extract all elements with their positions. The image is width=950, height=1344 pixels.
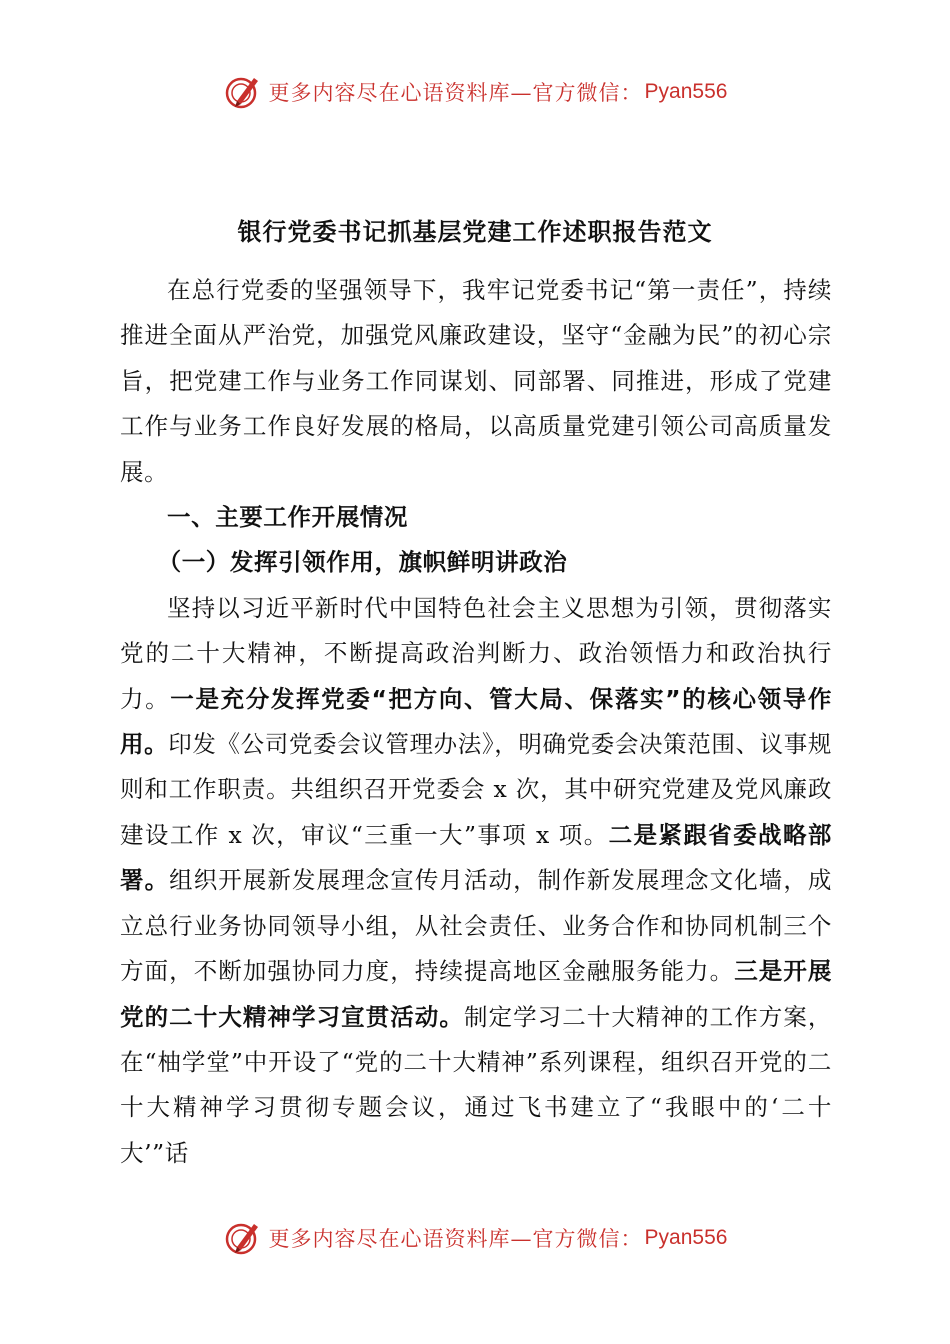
bold-key-point: 二是紧跟省委战略部署。 bbox=[120, 820, 832, 895]
paragraph-text: 制定学习二十大精神的工作方案，在“柚学堂”中开设了“党的二十大精神”系列课程，组织召开党的二十大精神学习贯彻专题会议，通过飞书建立了“我眼中的‘二十大’”话 bbox=[120, 1002, 832, 1167]
bold-key-point: 一是充分发挥党委“把方向、管大局、保落实”的核心领导作用。 bbox=[120, 684, 833, 759]
pen-logo-icon bbox=[223, 72, 263, 112]
watermark-banner-top bbox=[0, 68, 950, 116]
paragraph-text: 组织开展新发展理念宣传月活动，制作新发展理念文化墙，成立总行业务协同领导小组，从社会责任、业务合作和协同机制三个方面，不断加强协同力度，持续提高地区金融服务能力。 bbox=[120, 866, 832, 986]
section-heading: 一、主要工作开展情况 bbox=[167, 503, 408, 532]
pen-logo-icon bbox=[223, 1218, 263, 1258]
bold-key-point: 三是开展党的二十大精神学习宣贯活动。 bbox=[120, 957, 833, 1031]
paragraph-text: 印发《公司党委会议管理办法》，明确党委会决策范围、议事规则和工作职责。共组织召开党委会 x 次，其中研究党建及党风廉政建设工作 x 次，审议“三重一大”事项 x 项。 bbox=[120, 730, 832, 849]
body-paragraph bbox=[120, 586, 832, 1176]
document-title: 银行党委书记抓基层党建工作述职报告范文 bbox=[237, 218, 713, 246]
watermark-banner-bottom bbox=[0, 1214, 950, 1262]
document-body bbox=[120, 268, 832, 1176]
subsection-heading: （一）发挥引领作用，旗帜鲜明讲政治 bbox=[157, 548, 568, 577]
banner-text: 更多内容尽在心语资料库—官方微信： bbox=[268, 81, 643, 105]
banner-text: 更多内容尽在心语资料库—官方微信： bbox=[268, 1227, 643, 1251]
paragraph-text: 坚持以习近平新时代中国特色社会主义思想为引领，贯彻落实党的二十大精神，不断提高政治判断力、政治领悟力和政治执行力。 bbox=[120, 593, 832, 713]
intro-paragraph: 在总行党委的坚强领导下，我牢记党委书记“第一责任”，持续推进全面从严治党，加强党风廉政建设，坚守“金融为民”的初心宗旨，把党建工作与业务工作同谋划、同部署、同推进，形成了党建工作与业务工作良好发展的格局，以高质量党建引领公司高质量发展。 bbox=[120, 276, 832, 486]
banner-wechat-id: Pyan556 bbox=[644, 80, 728, 103]
banner-wechat-id: Pyan556 bbox=[644, 1226, 728, 1249]
